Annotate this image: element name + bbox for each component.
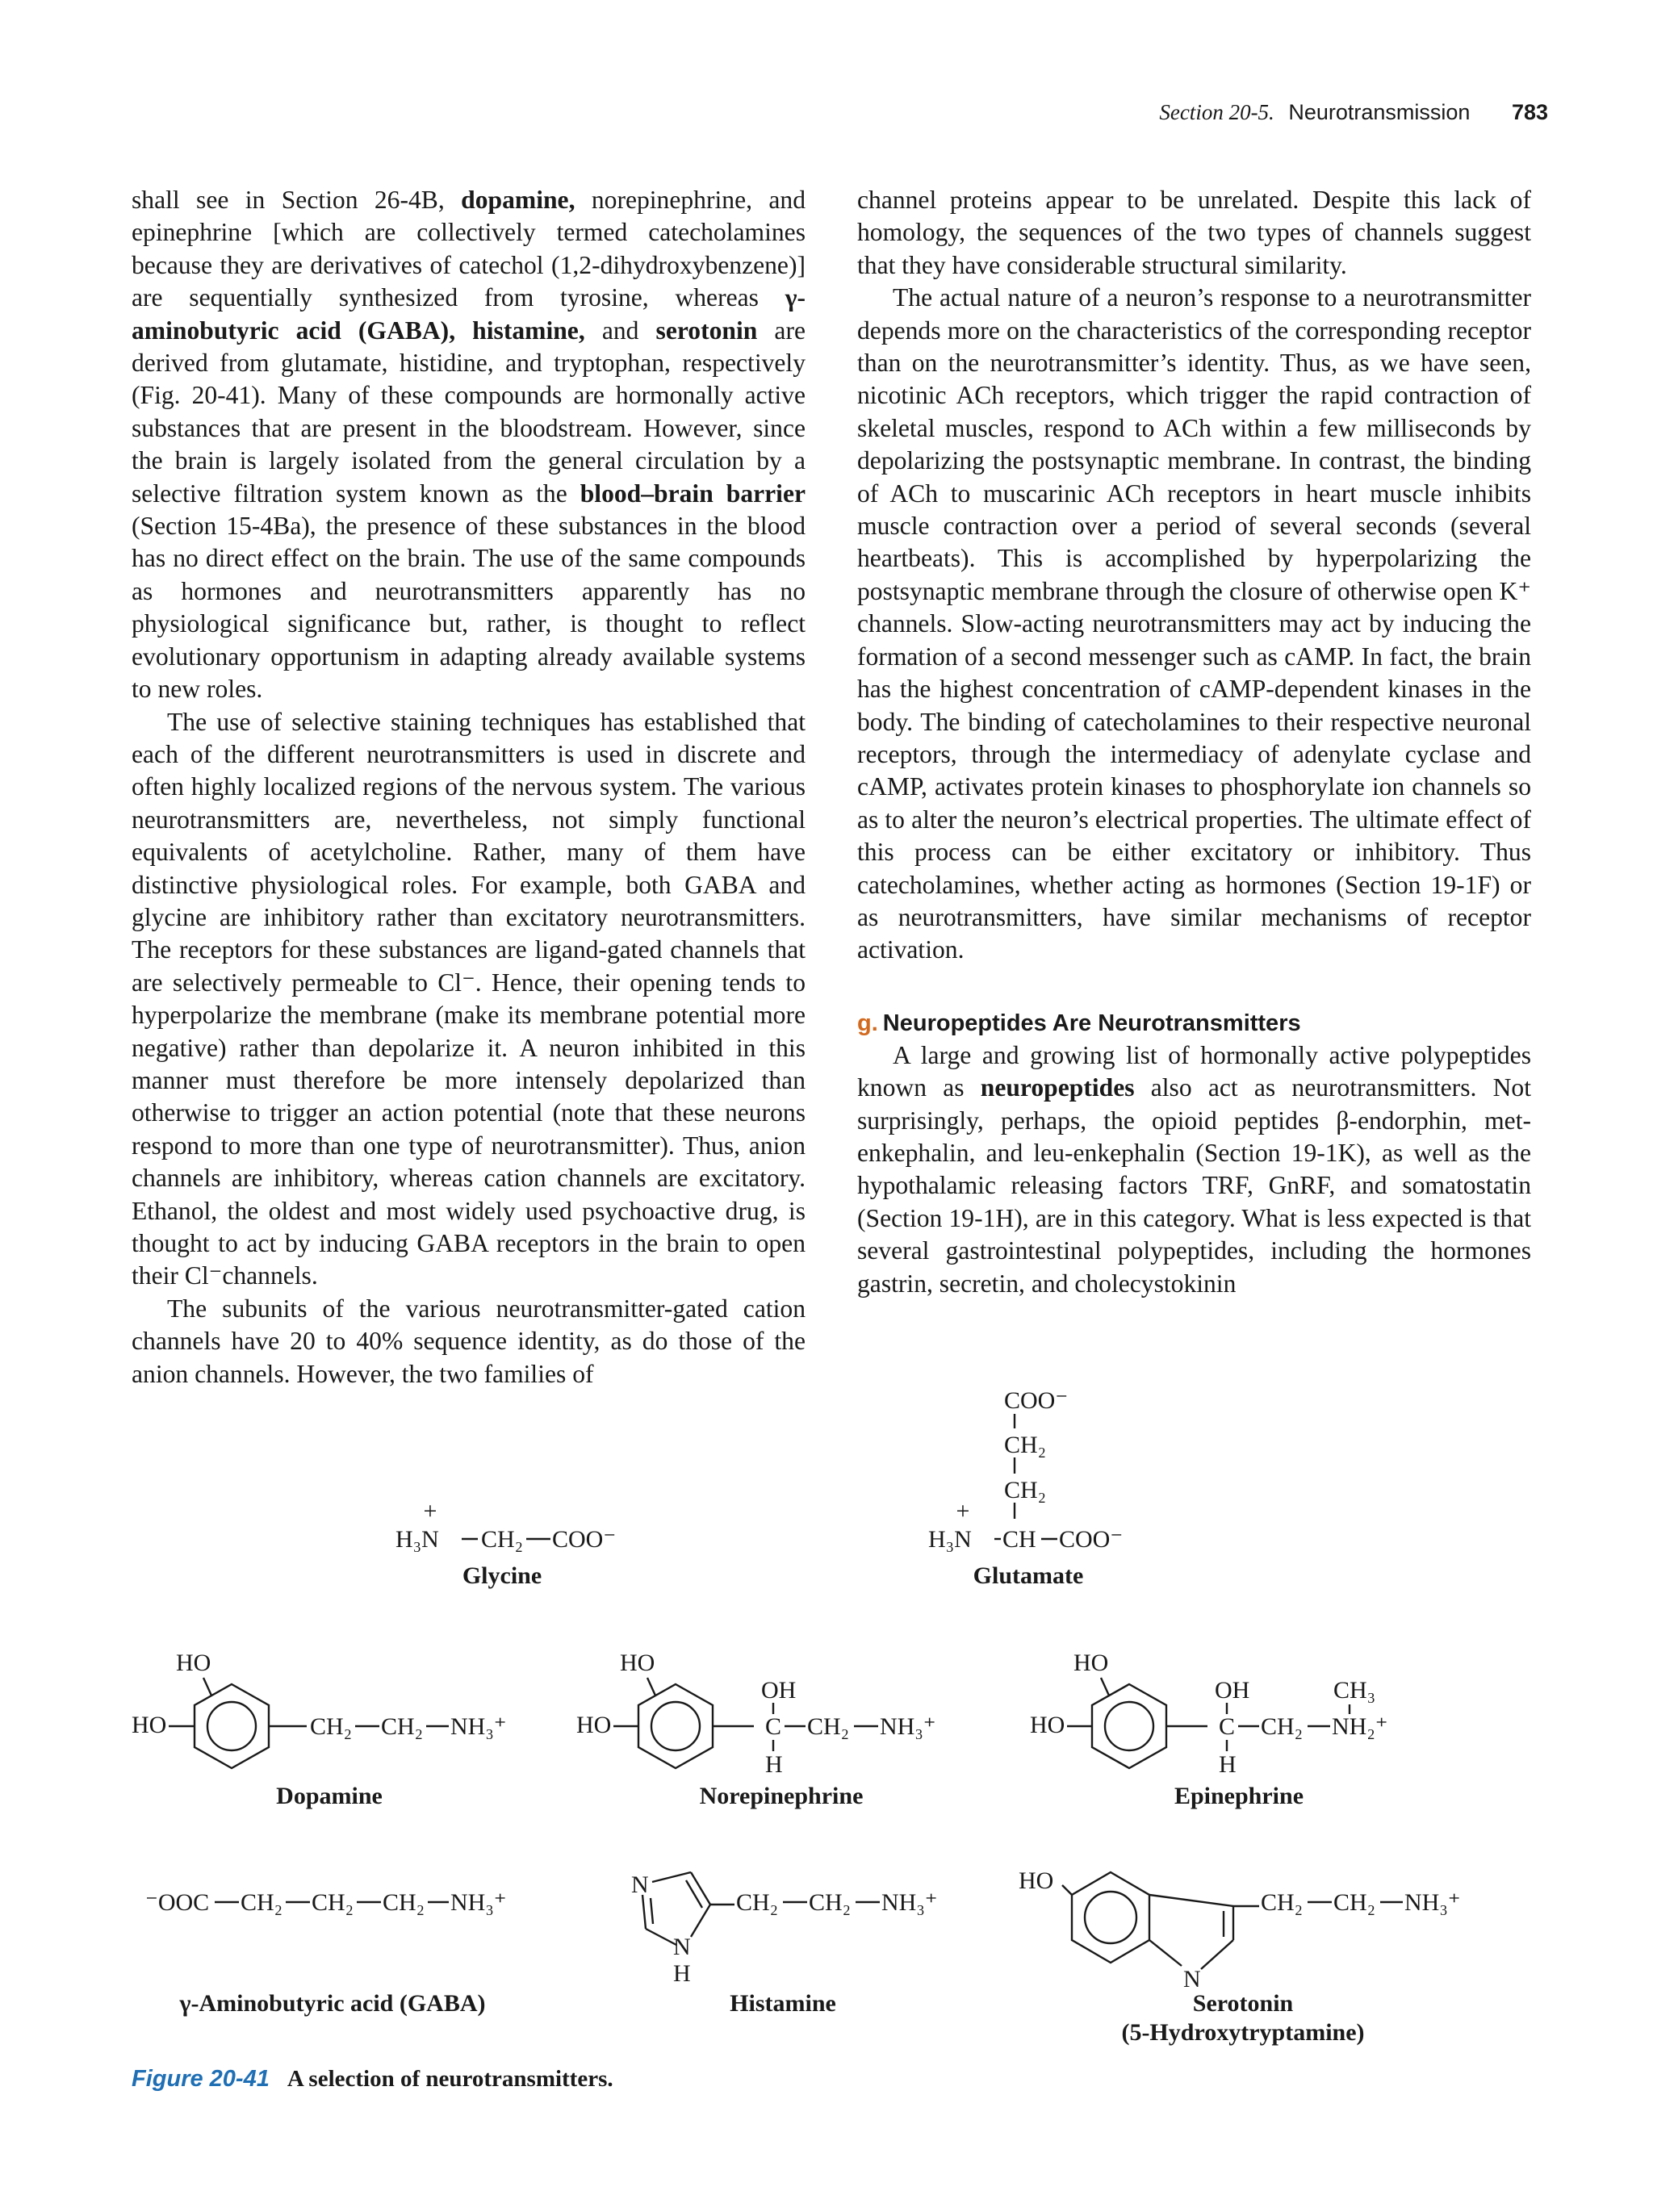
chemical-bond [647,1678,655,1696]
paragraph: The use of selective staining techniques has established that each of the different neurotransmitters is used in discrete and often highly localized regions of the nervous system. The various neurotransmitters are, nevertheless, not simply functional equivalents of acetylcholine. Rather, many of them have distinctive physiological roles. For example, both GABA and glycine are inhibitory rather than excitatory neurotransmitters. The receptors for these substances are ligand-gated channels that are selectively permeable to Cl⁻. Hence, their opening tends to hyperpolarize the membrane (make its membrane potential more negative) rather than depolarize it. A neuron inhibited in this manner must therefore be more intensely depolarized than otherwise to trigger an action potential (note that these neurons respond to more than one type of neurotransmitter). Thus, anion channels are inhibitory, whereas cation channels are excitatory. Ethanol, the oldest and most widely used psychoactive drug, is thought to act by inducing GABA receptors in the brain to open their Cl⁻channels. [132,707,806,1290]
histamine-label: Histamine [730,1990,836,2017]
chemical-bond [207,1702,256,1750]
chemical-bond [1149,1895,1233,1906]
section-number: Section 20-5. [1159,100,1274,124]
chemical-bond [1149,1940,1182,1966]
formula-text: NH₃⁺ [881,1889,938,1916]
formula-text: N [673,1934,691,1960]
formula-text: HO [1019,1867,1054,1894]
formula-text: C [765,1713,782,1740]
paragraph: shall see in Section 26-4B, dopamine, norepinephrine, and epinephrine [which are collectively termed catecholamines because they are derivatives of catechol (1,2-dihydroxybenzene)] are sequentially synthesized from tyrosine, whereas γ-aminobutyric acid (GABA), histamine, and serotonin are derived from glutamate, histidine, and tryptophan, respectively (Fig. 20-41). Many of these compounds are hormonally active substances that are present in the bloodstream. However, since the brain is largely isolated from the general circulation by a selective filtration system known as the blood–brain barrier (Section 15-4Ba), the presence of these substances in the blood has no direct effect on the brain. The use of the same compounds as hormones and neurotransmitters apparently has no physiological significance but, rather, is thought to reflect evolutionary opportunism in adapting already available systems to new roles. [132,186,806,704]
formula-text: CH₂ [312,1889,354,1916]
chemical-bond [195,1684,269,1768]
formula-text: CH₃ [1333,1677,1376,1704]
formula-text: HO [620,1650,655,1676]
chemical-bond [1092,1684,1166,1768]
formula-text: CH₂ [481,1526,524,1553]
formula-text: CH₂ [383,1889,425,1916]
paragraph: The actual nature of a neuron’s response to a neurotransmitter depends more on the characteristics of the corresponding receptor than on the neurotransmitter’s identity. Thus, as we have seen, nicotinic ACh receptors, which trigger the rapid contraction of skeletal muscles, respond to ACh within a few milliseconds by depolarizing the postsynaptic membrane. In contrast, the binding of ACh to muscarinic ACh receptors in heart muscle inhibits muscle contraction over a period of several seconds (several heartbeats). This is accomplished by hyperpolarizing the postsynaptic membrane through the closure of otherwise open K⁺ channels. Slow-acting neurotransmitters may act by inducing the formation of a second messenger such as cAMP. In fact, the brain has the highest concentration of cAMP-dependent kinases in the body. The binding of catecholamines to their respective neuronal receptors, through the intermediacy of adenylate cyclase and cAMP, activates protein kinases to phosphorylate ion channels so as to alter the neuron’s electrical properties. The ultimate effect of this process can be either excitatory or inhibitory. Thus catecholamines, whether acting as hormones (Section 19-1F) or as neurotransmitters, have similar mechanisms of receptor activation. [857,283,1531,964]
formula-text: ⁻OOC [145,1889,210,1916]
formula-text: NH₃⁺ [880,1713,936,1740]
key-term: dopamine, [461,186,575,214]
chemical-bond [652,1872,691,1882]
formula-text: CH₂ [1261,1713,1304,1740]
formula-text: HO [576,1712,612,1738]
formula-text: H [673,1960,691,1987]
norepinephrine-structure [576,1650,936,1809]
formula-text: NH₂⁺ [1332,1713,1388,1740]
formula-text: CH₂ [310,1713,353,1740]
glutamate-structure [928,1387,1123,1589]
formula-text: COO⁻ [1004,1387,1069,1414]
page-number: 783 [1511,100,1548,124]
formula-text: + [423,1498,437,1524]
formula-text: CH₂ [809,1889,852,1916]
glycine-label: Glycine [462,1562,542,1589]
formula-text: OH [761,1677,797,1704]
formula-text: CH₂ [1004,1432,1047,1458]
section-title: Neurotransmission [1288,100,1471,124]
histamine-structure [631,1871,938,2017]
formula-text: N [1183,1966,1201,1992]
chemical-bond [203,1678,211,1696]
formula-text: CH₂ [1004,1477,1047,1503]
formula-text: NH₃⁺ [1404,1889,1461,1916]
formula-text: HO [1073,1650,1109,1676]
epinephrine-structure [1030,1650,1388,1809]
subsection-title: Neuropeptides Are Neurotransmitters [882,1010,1301,1036]
chemical-bond [691,1872,710,1905]
key-term: γ-aminobutyric acid (GABA), histamine, [132,283,806,345]
figure-label: Figure 20-41 [132,2066,270,2092]
formula-text: CH₂ [381,1713,424,1740]
chemical-bond [1201,1940,1233,1969]
glycine-structure [395,1498,616,1589]
formula-text: NH₃⁺ [450,1889,507,1916]
paragraph: The subunits of the various neurotransmitter-gated cation channels have 20 to 40% sequence identity, as do those of the anion channels. However, the two families of [132,1294,806,1388]
formula-text: HO [176,1650,211,1676]
chemical-bond [691,1905,710,1937]
paragraph: A large and growing list of hormonally active polypeptides known as neuropeptides also act as neurotransmitters. Not surprisingly, perhaps, the opioid peptides β-endorphin, met-enkephalin, and leu-enkephalin (Section 19-1K), as well as the hypothalamic releasing factors TRF, GnRF, and somatostatin (Section 19-1H), are in this category. What is less expected is that several gastrointestinal polypeptides, including the hormones gastrin, secretin, and cholecystokinin [857,1040,1531,1298]
formula-text: CH₂ [1261,1889,1304,1916]
formula-text: COO⁻ [552,1526,617,1553]
formula-text: H₃N [928,1526,972,1553]
chemical-bond [1062,1885,1072,1895]
paragraph: channel proteins appear to be unrelated. Despite this lack of homology, the sequences of the two types of channels suggest that they have considerable structural similarity. [857,186,1531,279]
formula-text: H [765,1751,783,1778]
dopamine-label: Dopamine [276,1783,383,1809]
chemical-bond [686,1880,702,1908]
serotonin-label: Serotonin [1192,1990,1294,2017]
formula-text: CH [1002,1526,1036,1553]
chemical-bond [651,1702,700,1750]
key-term: neuropeptides [980,1073,1135,1102]
glutamate-label: Glutamate [973,1562,1084,1589]
formula-text: COO⁻ [1059,1526,1124,1553]
chemical-bond [651,1898,653,1924]
formula-text: CH₂ [1333,1889,1376,1916]
figure-caption-text: A selection of neurotransmitters. [287,2066,613,2092]
formula-text: N [631,1871,649,1898]
chemical-bond [646,1929,676,1945]
formula-text: HO [1030,1712,1065,1738]
key-term: blood–brain barrier [580,479,806,508]
chemical-bond [642,1895,646,1929]
figure-caption [132,2066,613,2093]
formula-text: H₃N [395,1526,439,1553]
formula-text: NH₃⁺ [450,1713,507,1740]
formula-text: HO [132,1712,167,1738]
serotonin-alt-label: (5-Hydroxytryptamine) [1121,2019,1365,2046]
formula-text: CH₂ [807,1713,850,1740]
epinephrine-label: Epinephrine [1174,1783,1304,1809]
gaba-structure [145,1889,507,2017]
norepinephrine-label: Norepinephrine [699,1783,864,1809]
subsection-letter: g. [857,1010,878,1036]
serotonin-structure [1019,1867,1461,2046]
formula-text: CH₂ [241,1889,283,1916]
dopamine-structure [132,1650,507,1809]
chemical-bond [1101,1678,1109,1696]
chemical-bond [638,1684,713,1768]
formula-text: OH [1215,1677,1250,1704]
chemical-bond [1105,1702,1153,1750]
formula-text: + [956,1498,970,1524]
chemical-bond [1085,1892,1136,1943]
chemical-bond [1072,1872,1149,1963]
formula-text: CH₂ [736,1889,779,1916]
key-term: serotonin [655,316,758,345]
formula-text: H [1219,1751,1237,1778]
gaba-label: γ-Aminobutyric acid (GABA) [179,1990,486,2017]
formula-text: C [1219,1713,1236,1740]
